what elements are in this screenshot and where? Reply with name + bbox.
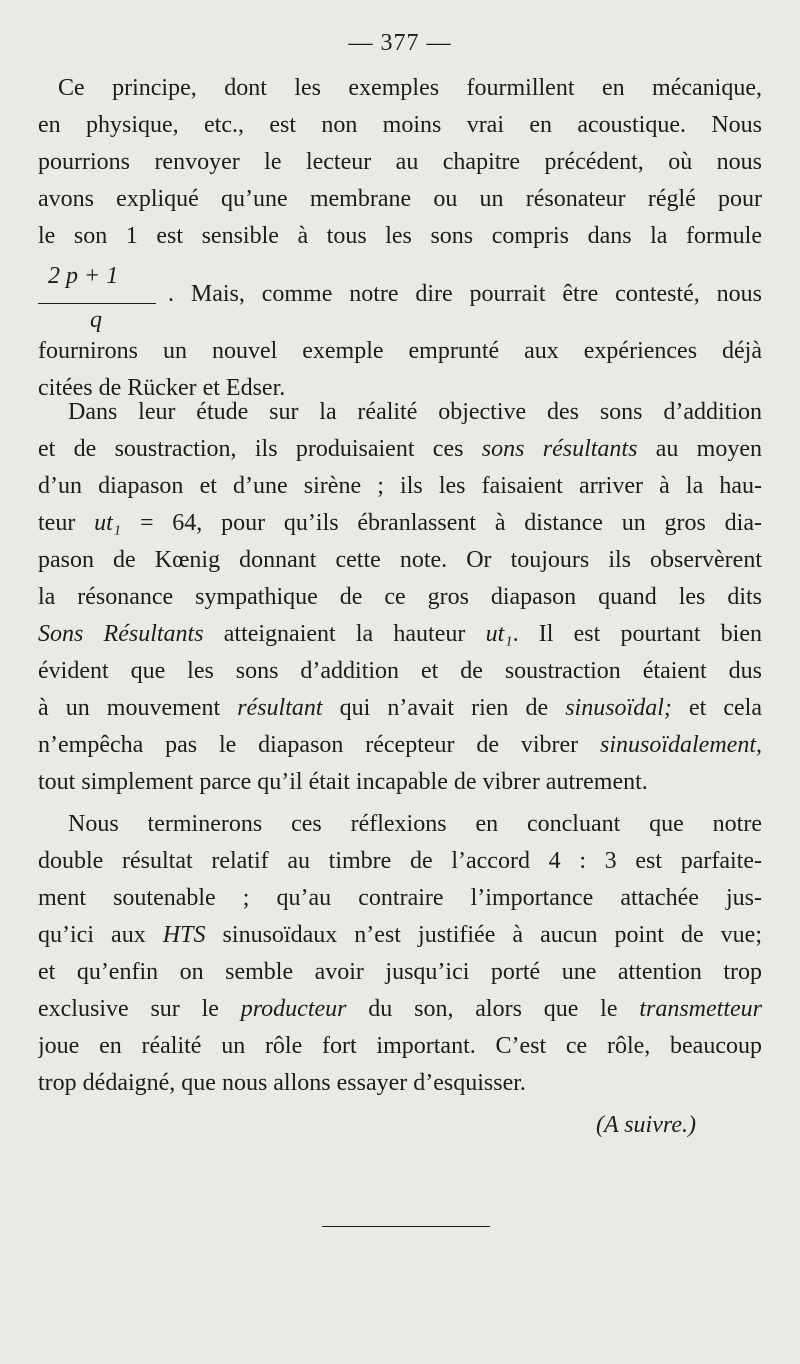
text-line: d’un diapason et d’une sirène ; ils les faisaient arriver à la hau- (38, 473, 762, 499)
italic-text: Sons Résultants (38, 621, 204, 647)
italic-text: résultant (237, 695, 323, 721)
text-line: la résonance sympathique de ce gros diapason quand les dits (38, 584, 762, 610)
text-line: trop dédaigné, que nous allons essayer d’esquisser. (38, 1070, 526, 1096)
text-line: ment soutenable ; qu’au contraire l’importance attachée jus- (38, 885, 762, 911)
text-span: qui n’avait rien de (322, 695, 566, 721)
text-span: exclusive sur le (38, 996, 241, 1022)
formula-tail-text: . Mais, comme notre dire pourrait être contesté, nous (168, 281, 762, 307)
page-number: — 377 — (348, 30, 452, 56)
text-span: . Il est pourtant bien (512, 621, 762, 647)
text-span: du son, alors que le (346, 996, 640, 1022)
text-span: sinusoïdaux n’est justifiée à aucun point de vue; (205, 922, 762, 948)
formula-denominator: q (90, 307, 102, 333)
italic-text: sinusoïdal; (565, 695, 672, 721)
fraction-bar (38, 303, 156, 304)
italic-text: transmetteur (639, 996, 762, 1022)
text-line: joue en réalité un rôle fort important. C’est ce rôle, beaucoup (38, 1033, 762, 1059)
italic-text: ut₁ (94, 510, 122, 536)
text-line (38, 505, 762, 542)
italic-text: sons résultants (481, 436, 638, 462)
text-line (38, 431, 762, 468)
text-line: citées de Rücker et Edser. (38, 375, 286, 401)
text-span: qu’ici aux (38, 922, 163, 948)
text-line (38, 917, 762, 954)
text-line (38, 690, 762, 727)
italic-text: ut₁ (485, 621, 513, 647)
text-line: évident que les sons d’addition et de soustraction étaient dus (38, 658, 762, 684)
italic-text: sinusoïdalement, (600, 732, 762, 758)
a-suivre-note: (A suivre.) (596, 1112, 696, 1138)
text-line (38, 616, 762, 653)
text-line: pason de Kœnig donnant cette note. Or toujours ils observèrent (38, 547, 762, 573)
formula-numerator: 2 p + 1 (48, 263, 119, 289)
text-span: au moyen (637, 436, 762, 462)
text-line (38, 991, 762, 1028)
closing-rule (322, 1226, 490, 1227)
text-line: avons expliqué qu’une membrane ou un résonateur réglé pour (38, 186, 762, 212)
text-line: Dans leur étude sur la réalité objective des sons d’addition (68, 399, 762, 425)
formula-fraction (38, 255, 158, 345)
text-line: pourrions renvoyer le lecteur au chapitre précédent, où nous (38, 149, 762, 175)
text-line: le son 1 est sensible à tous les sons compris dans la formule (38, 223, 762, 249)
text-line: Ce principe, dont les exemples fourmillent en mécanique, (58, 75, 762, 101)
formula-line (38, 255, 762, 345)
text-span: = 64, pour qu’ils ébranlassent à distance un gros dia- (121, 510, 762, 536)
text-line: tout simplement parce qu’il était incapable de vibrer autrement. (38, 769, 648, 795)
paragraph-2 (38, 394, 762, 801)
text-span: n’empêcha pas le diapason récepteur de vibrer (38, 732, 600, 758)
paragraph-3 (38, 806, 762, 1102)
text-span: et de soustraction, ils produisaient ces (38, 436, 482, 462)
text-line: et qu’enfin on semble avoir jusqu’ici porté une attention trop (38, 959, 762, 985)
text-line: double résultat relatif au timbre de l’accord 4 : 3 est parfaite- (38, 848, 762, 874)
text-span: teur (38, 510, 95, 536)
text-line: fournirons un nouvel exemple emprunté aux expériences déjà (38, 338, 762, 364)
italic-text: producteur (240, 996, 347, 1022)
paragraph-1 (38, 70, 762, 407)
italic-text: HTS (162, 922, 206, 948)
text-span: à un mouvement (38, 695, 238, 721)
text-span: et cela (671, 695, 762, 721)
text-span: atteignaient la hauteur (203, 621, 486, 647)
text-line: Nous terminerons ces réflexions en concluant que notre (68, 811, 762, 837)
text-line: en physique, etc., est non moins vrai en acoustique. Nous (38, 112, 762, 138)
text-line (38, 727, 762, 764)
